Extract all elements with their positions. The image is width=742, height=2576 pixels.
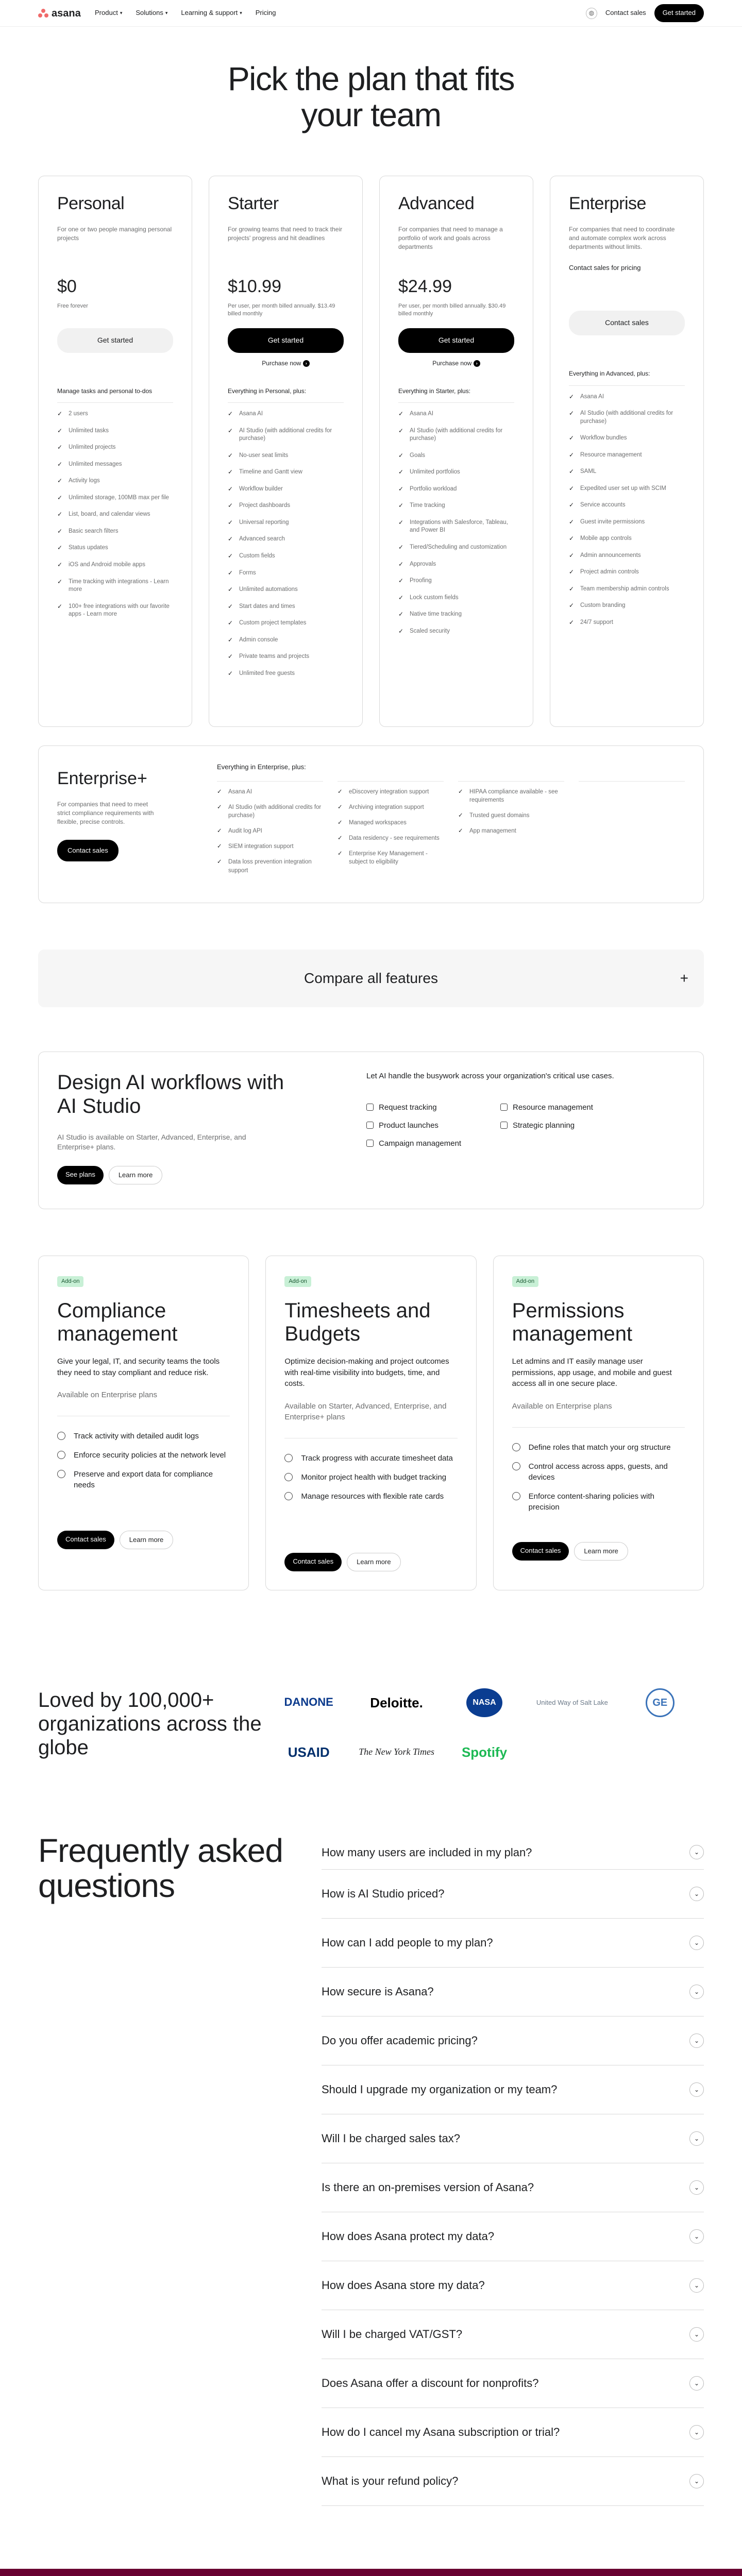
learn-more-button[interactable]: Learn more xyxy=(347,1553,400,1571)
feature-item: ✓ AI Studio (with additional credits for purchase) xyxy=(569,410,685,426)
compare-features-toggle[interactable] xyxy=(38,950,704,1007)
get-started-button[interactable]: Get started xyxy=(654,4,704,22)
faq-item[interactable] xyxy=(322,2016,704,2065)
addon-features xyxy=(512,1442,685,1530)
logo-danone: DANONE xyxy=(284,1696,333,1709)
contact-sales-button[interactable]: Contact sales xyxy=(57,1531,114,1549)
faq-item[interactable] xyxy=(322,2310,704,2359)
faq-question: Does Asana offer a discount for nonprofits? xyxy=(322,2376,539,2389)
feature-item: ✓ HIPAA compliance available - see requirements xyxy=(458,788,564,804)
arrow-icon: › xyxy=(303,360,310,367)
chevron-down-icon: ⌄ xyxy=(689,2327,704,2342)
addon-feature xyxy=(57,1431,230,1442)
logo-deloitte: Deloitte. xyxy=(370,1694,423,1710)
feature-item: ✓ Universal reporting xyxy=(228,519,344,527)
use-case-icon xyxy=(366,1122,374,1129)
feature-item: ✓ Guest invite permissions xyxy=(569,518,685,527)
addon-card xyxy=(265,1256,476,1590)
feature-item: ✓ Unlimited free guests xyxy=(228,670,344,678)
plan-name: Starter xyxy=(228,193,279,213)
ai-studio-card xyxy=(38,1052,704,1209)
chevron-down-icon: ⌄ xyxy=(689,2425,704,2439)
chevron-down-icon: ⌄ xyxy=(689,2033,704,2048)
feature-item: ✓ iOS and Android mobile apps xyxy=(57,561,173,569)
plan-desc: For growing teams that need to track their projects' progress and hit deadlines xyxy=(228,226,343,242)
addon-availability: Available on Starter, Advanced, Enterprise, and Enterprise+ plans xyxy=(284,1401,457,1438)
learn-more-button[interactable]: Learn more xyxy=(109,1166,162,1184)
ai-use-case xyxy=(366,1138,500,1149)
trial-label: Purchase now xyxy=(432,359,472,367)
addon-desc: Give your legal, IT, and security teams the tools they need to stay compliant and reduce risk. xyxy=(57,1357,220,1377)
faq-item[interactable] xyxy=(322,2163,704,2212)
plan-price: $0 xyxy=(57,277,77,297)
feature-item: ✓ List, board, and calendar views xyxy=(57,511,173,519)
plan-cta-button[interactable]: Get started xyxy=(57,328,173,353)
purchase-now-link xyxy=(569,342,685,351)
asana-logo[interactable] xyxy=(38,6,95,21)
plan-desc: For companies that need to meet strict compliance requirements with flexible, precise controls. xyxy=(57,801,154,825)
plan-card xyxy=(38,176,192,727)
feature-item: ✓ Enterprise Key Management - subject to eligibility xyxy=(338,850,444,866)
nav-label: Pricing xyxy=(255,9,276,17)
addon-feature xyxy=(284,1491,457,1502)
addon-badge: Add-on xyxy=(284,1276,311,1287)
plan-card xyxy=(550,176,704,727)
logo-grid xyxy=(265,1688,704,1761)
addon-card xyxy=(493,1256,704,1590)
feature-item: ✓ Service accounts xyxy=(569,501,685,510)
faq-question: How secure is Asana? xyxy=(322,1985,434,1998)
faq-question: How is AI Studio priced? xyxy=(322,1887,445,1900)
top-header xyxy=(0,0,742,27)
faq-title: Frequently asked questions xyxy=(38,1832,283,1904)
addon-feature xyxy=(512,1491,685,1513)
addon-feature xyxy=(284,1453,457,1464)
logo-the-new-york-times: The New York Times xyxy=(359,1747,435,1757)
purchase-now-link[interactable] xyxy=(398,359,514,368)
feature-list xyxy=(569,393,685,627)
nav-label: Solutions xyxy=(136,9,163,17)
feature-item: ✓ No-user seat limits xyxy=(228,452,344,460)
feature-item: ✓ Private teams and projects xyxy=(228,653,344,661)
features-head: Everything in Advanced, plus: xyxy=(569,369,685,386)
features-head: Everything in Enterprise, plus: xyxy=(217,762,306,771)
logo-text: asana xyxy=(52,7,81,19)
faq-item[interactable] xyxy=(322,2261,704,2310)
feature-item: ✓ Status updates xyxy=(57,544,173,552)
feature-column xyxy=(579,781,685,882)
feature-icon xyxy=(512,1462,520,1470)
feature-label: Monitor project health with budget tracking xyxy=(301,1473,447,1482)
feature-list xyxy=(398,410,514,635)
addon-feature xyxy=(512,1442,685,1453)
plan-cards xyxy=(0,176,742,727)
faq-question: Will I be charged sales tax? xyxy=(322,2131,461,2145)
chevron-down-icon: ⌄ xyxy=(689,2278,704,2293)
ai-head: Let AI handle the busywork across your organization's critical use cases. xyxy=(366,1071,614,1080)
purchase-now-link xyxy=(57,359,173,368)
addon-card xyxy=(38,1256,249,1590)
feature-item: ✓ Unlimited projects xyxy=(57,444,173,452)
feature-item: ✓ Workflow builder xyxy=(228,485,344,494)
feature-item: ✓ Asana AI xyxy=(569,393,685,401)
plan-name: Personal xyxy=(57,193,125,213)
feature-item: ✓ AI Studio (with additional credits for purchase) xyxy=(217,803,323,820)
feature-icon xyxy=(57,1432,65,1440)
plan-price-note: Contact sales for pricing xyxy=(569,264,641,272)
use-case-label: Resource management xyxy=(513,1103,593,1112)
feature-item: ✓ Goals xyxy=(398,452,514,460)
logo-united-way-of-salt-lake: United Way of Salt Lake xyxy=(536,1698,608,1706)
logos-title: Loved by 100,000+ organizations across the globe xyxy=(38,1688,262,1759)
faq-question: Is there an on-premises version of Asana? xyxy=(322,2180,534,2194)
nav-pricing[interactable] xyxy=(256,8,276,18)
ai-title: Design AI workflows with AI Studio xyxy=(57,1071,284,1117)
see-plans-button[interactable]: See plans xyxy=(57,1166,104,1184)
logo-nasa: NASA xyxy=(466,1688,502,1717)
plan-desc: For companies that need to coordinate and automate complex work across departments without limits. xyxy=(569,226,675,250)
faq-question: Should I upgrade my organization or my team? xyxy=(322,2082,558,2096)
contact-sales-button[interactable]: Contact sales xyxy=(284,1553,342,1571)
chevron-down-icon: ⌄ xyxy=(689,2082,704,2097)
feature-item: ✓ Approvals xyxy=(398,561,514,569)
feature-item: ✓ Tiered/Scheduling and customization xyxy=(398,544,514,552)
chevron-down-icon: ⌄ xyxy=(689,2474,704,2488)
nav-learning[interactable] xyxy=(181,8,242,18)
faq-question: Will I be charged VAT/GST? xyxy=(322,2327,463,2341)
logo-ge: GE xyxy=(646,1688,674,1717)
feature-item: ✓ Team membership admin controls xyxy=(569,585,685,594)
nav-label: Product xyxy=(95,9,118,17)
main-nav xyxy=(95,8,586,18)
feature-list xyxy=(57,410,173,618)
plan-cta-button[interactable]: Get started xyxy=(398,328,514,353)
faq-question: What is your refund policy? xyxy=(322,2474,459,2487)
feature-item: ✓ Archiving integration support xyxy=(338,803,444,811)
feature-column xyxy=(338,781,444,882)
feature-item: ✓ Data loss prevention integration support xyxy=(217,858,323,874)
faq-question: How do I cancel my Asana subscription or trial? xyxy=(322,2425,560,2438)
chevron-down-icon: ⌄ xyxy=(689,1985,704,1999)
globe-icon[interactable]: ◍ xyxy=(586,8,597,19)
feature-item: ✓ Asana AI xyxy=(228,410,344,418)
plan-name: Advanced xyxy=(398,193,475,213)
faq-item[interactable] xyxy=(322,1834,704,1870)
feature-item: ✓ Unlimited tasks xyxy=(57,427,173,435)
features-head: Manage tasks and personal to-dos xyxy=(57,387,173,403)
enterprise-plus-card xyxy=(38,745,704,903)
arrow-icon: › xyxy=(474,360,480,367)
plan-name: Enterprise+ xyxy=(57,768,147,788)
faq-item[interactable] xyxy=(322,1968,704,2016)
feature-item: ✓ AI Studio (with additional credits for purchase) xyxy=(398,427,514,443)
addon-buttons xyxy=(512,1542,685,1561)
feature-item: ✓ Advanced search xyxy=(228,535,344,544)
contact-sales-button[interactable]: Contact sales xyxy=(57,840,119,861)
addon-title: Timesheets and Budgets xyxy=(284,1299,431,1345)
use-case-label: Strategic planning xyxy=(513,1121,575,1130)
feature-item: ✓ Trusted guest domains xyxy=(458,811,564,820)
nav-label: Learning & support xyxy=(181,9,238,17)
plan-desc: For companies that need to manage a portfolio of work and goals across departments xyxy=(398,226,503,250)
addon-badge: Add-on xyxy=(512,1276,538,1287)
chevron-down-icon: ⌄ xyxy=(689,1845,704,1859)
learn-more-button[interactable]: Learn more xyxy=(574,1542,628,1561)
feature-label: Preserve and export data for compliance needs xyxy=(74,1470,213,1490)
feature-icon xyxy=(57,1470,65,1478)
use-case-label: Campaign management xyxy=(379,1139,462,1148)
feature-item: ✓ AI Studio (with additional credits for purchase) xyxy=(228,427,344,443)
feature-icon xyxy=(284,1473,293,1481)
features-head: Everything in Starter, plus: xyxy=(398,387,514,403)
faq-item[interactable] xyxy=(322,2359,704,2408)
feature-icon xyxy=(57,1451,65,1459)
faq-item[interactable] xyxy=(322,2212,704,2261)
feature-item: ✓ 24/7 support xyxy=(569,619,685,627)
plan-card xyxy=(209,176,363,727)
features-grid xyxy=(217,781,685,882)
feature-icon xyxy=(284,1492,293,1500)
feature-item: ✓ Asana AI xyxy=(398,410,514,418)
feature-item: ✓ Time tracking xyxy=(398,502,514,510)
logo-spotify: Spotify xyxy=(461,1744,508,1760)
feature-label: Manage resources with flexible rate cards xyxy=(301,1492,444,1501)
feature-label: Enforce security policies at the network level xyxy=(74,1451,226,1460)
feature-item: ✓ Unlimited automations xyxy=(228,586,344,594)
faq-question: How does Asana store my data? xyxy=(322,2278,485,2292)
feature-icon xyxy=(284,1454,293,1462)
chevron-down-icon: ▾ xyxy=(120,10,123,16)
feature-item: ✓ Project dashboards xyxy=(228,502,344,510)
chevron-down-icon: ⌄ xyxy=(689,1887,704,1901)
use-case-icon xyxy=(366,1140,374,1147)
feature-item: ✓ Portfolio workload xyxy=(398,485,514,494)
feature-item: ✓ SIEM integration support xyxy=(217,842,323,851)
page-title: Pick the plan that fits your team xyxy=(227,60,515,134)
plus-icon: + xyxy=(680,970,688,987)
plan-price: $10.99 xyxy=(228,277,281,297)
feature-item: ✓ Forms xyxy=(228,569,344,578)
faq-item[interactable] xyxy=(322,2114,704,2163)
feature-label: Track activity with detailed audit logs xyxy=(74,1432,199,1441)
contact-sales-button[interactable]: Contact sales xyxy=(512,1542,569,1561)
feature-item: ✓ Mobile app controls xyxy=(569,535,685,543)
feature-item: ✓ Lock custom fields xyxy=(398,594,514,602)
chevron-down-icon: ⌄ xyxy=(689,2131,704,2146)
nav-product[interactable] xyxy=(95,8,122,18)
addon-buttons xyxy=(57,1531,230,1549)
ai-use-case xyxy=(500,1120,634,1131)
ai-use-case xyxy=(366,1102,500,1113)
ai-use-case xyxy=(366,1120,500,1131)
ai-use-cases xyxy=(366,1102,634,1149)
addon-desc: Optimize decision-making and project outcomes with real-time visibility into budgets, time, and costs. xyxy=(284,1357,449,1388)
feature-item: ✓ Timeline and Gantt view xyxy=(228,468,344,477)
logo-usaid: USAID xyxy=(288,1744,330,1760)
feature-item: ✓ Expedited user set up with SCIM xyxy=(569,485,685,493)
chevron-down-icon: ⌄ xyxy=(689,2180,704,2195)
faq-question: How can I add people to my plan? xyxy=(322,1936,493,1949)
use-case-label: Request tracking xyxy=(379,1103,437,1112)
addon-cards xyxy=(0,1256,742,1590)
plan-desc: For one or two people managing personal projects xyxy=(57,226,172,242)
features-head: Everything in Personal, plus: xyxy=(228,387,344,403)
faq-question: How many users are included in my plan? xyxy=(322,1846,532,1859)
feature-item: ✓ Custom branding xyxy=(569,602,685,610)
plan-price-note: Free forever xyxy=(57,302,88,309)
addon-title: Compliance management xyxy=(57,1299,178,1345)
feature-item: ✓ Unlimited storage, 100MB max per file xyxy=(57,494,173,502)
use-case-icon xyxy=(500,1104,508,1111)
use-case-label: Product launches xyxy=(379,1121,439,1130)
customer-logos xyxy=(0,1688,742,1761)
addon-availability: Available on Enterprise plans xyxy=(57,1389,230,1416)
feature-item: ✓ Admin announcements xyxy=(569,552,685,560)
feature-icon xyxy=(512,1443,520,1451)
feature-item: ✓ Audit log API xyxy=(217,827,323,835)
feature-item: ✓ Unlimited messages xyxy=(57,461,173,469)
feature-item: ✓ Proofing xyxy=(398,577,514,585)
feature-item: ✓ Basic search filters xyxy=(57,528,173,536)
feature-column xyxy=(458,781,564,882)
ai-desc: AI Studio is available on Starter, Advanced, Enterprise, and Enterprise+ plans. xyxy=(57,1132,246,1151)
feature-label: Define roles that match your org structure xyxy=(528,1443,671,1452)
addon-feature xyxy=(512,1461,685,1483)
feature-item: ✓ App management xyxy=(458,827,564,835)
feature-label: Enforce content-sharing policies with precision xyxy=(528,1492,654,1512)
feature-item: ✓ 100+ free integrations with our favorite apps - Learn more xyxy=(57,603,173,619)
feature-item: ✓ Native time tracking xyxy=(398,611,514,619)
use-case-icon xyxy=(500,1122,508,1129)
chevron-down-icon: ⌄ xyxy=(689,2376,704,2391)
addon-features xyxy=(284,1453,457,1540)
addon-buttons xyxy=(284,1553,457,1571)
faq-item[interactable] xyxy=(322,2457,704,2506)
purchase-now-link[interactable] xyxy=(228,359,344,368)
feature-item: ✓ Asana AI xyxy=(217,788,323,796)
addon-title: Permissions management xyxy=(512,1299,633,1345)
footer xyxy=(0,2569,742,2576)
addon-availability: Available on Enterprise plans xyxy=(512,1401,685,1428)
addon-feature xyxy=(284,1472,457,1483)
ai-use-case xyxy=(500,1102,634,1113)
faq-question: How does Asana protect my data? xyxy=(322,2229,495,2243)
feature-item: ✓ Managed workspaces xyxy=(338,819,444,827)
chevron-down-icon: ⌄ xyxy=(689,1936,704,1950)
feature-icon xyxy=(512,1492,520,1500)
contact-sales-link[interactable]: Contact sales xyxy=(605,9,646,17)
faq-item[interactable] xyxy=(322,1919,704,1968)
faq-list xyxy=(322,1834,704,2506)
feature-item: ✓ Activity logs xyxy=(57,477,173,485)
feature-list xyxy=(228,410,344,677)
addon-feature xyxy=(57,1469,230,1490)
plan-price-note: Per user, per month billed annually. $13.49 billed monthly xyxy=(228,302,335,317)
feature-item: ✓ Resource management xyxy=(569,451,685,460)
feature-item: ✓ Time tracking with integrations - Learn more xyxy=(57,578,173,594)
plan-cta-button[interactable]: Get started xyxy=(228,328,344,353)
plan-name: Enterprise xyxy=(569,193,646,213)
feature-column xyxy=(217,781,323,882)
feature-item: ✓ eDiscovery integration support xyxy=(338,788,444,796)
compare-label: Compare all features xyxy=(304,970,438,987)
feature-item: ✓ Start dates and times xyxy=(228,603,344,611)
asana-dots-icon xyxy=(38,9,48,18)
feature-label: Control access across apps, guests, and devices xyxy=(528,1462,668,1482)
plan-card xyxy=(379,176,533,727)
addon-features xyxy=(57,1431,230,1518)
plan-cta-button[interactable]: Contact sales xyxy=(569,311,685,335)
feature-item: ✓ Scaled security xyxy=(398,628,514,636)
feature-item: ✓ Integrations with Salesforce, Tableau, and Power BI xyxy=(398,519,514,535)
addon-feature xyxy=(57,1450,230,1461)
faq-item[interactable] xyxy=(322,2065,704,2114)
feature-item: ✓ Data residency - see requirements xyxy=(338,834,444,842)
feature-item: ✓ Project admin controls xyxy=(569,568,685,577)
feature-label: Track progress with accurate timesheet data xyxy=(301,1454,453,1463)
faq-question: Do you offer academic pricing? xyxy=(322,2033,478,2047)
faq-item[interactable] xyxy=(322,1870,704,1919)
chevron-down-icon: ▾ xyxy=(240,10,242,16)
trial-label: Purchase now xyxy=(262,359,301,367)
feature-item: ✓ Admin console xyxy=(228,636,344,645)
feature-item: ✓ Custom fields xyxy=(228,552,344,561)
use-case-icon xyxy=(366,1104,374,1111)
feature-item: ✓ Unlimited portfolios xyxy=(398,468,514,477)
feature-item: ✓ 2 users xyxy=(57,410,173,418)
faq-section xyxy=(0,1834,742,2506)
chevron-down-icon: ⌄ xyxy=(689,2229,704,2244)
addon-desc: Let admins and IT easily manage user permissions, app usage, and mobile and guest access all in one secure place. xyxy=(512,1357,672,1388)
plan-price-note: Per user, per month billed annually. $30.49 billed monthly xyxy=(398,302,506,317)
chevron-down-icon: ▾ xyxy=(165,10,168,16)
plan-price: $24.99 xyxy=(398,277,452,297)
faq-item[interactable] xyxy=(322,2408,704,2457)
feature-item: ✓ Workflow bundles xyxy=(569,434,685,443)
feature-item: ✓ Custom project templates xyxy=(228,619,344,628)
addon-badge: Add-on xyxy=(57,1276,83,1287)
learn-more-button[interactable]: Learn more xyxy=(120,1531,173,1549)
nav-solutions[interactable] xyxy=(136,8,167,18)
feature-item: ✓ SAML xyxy=(569,468,685,476)
